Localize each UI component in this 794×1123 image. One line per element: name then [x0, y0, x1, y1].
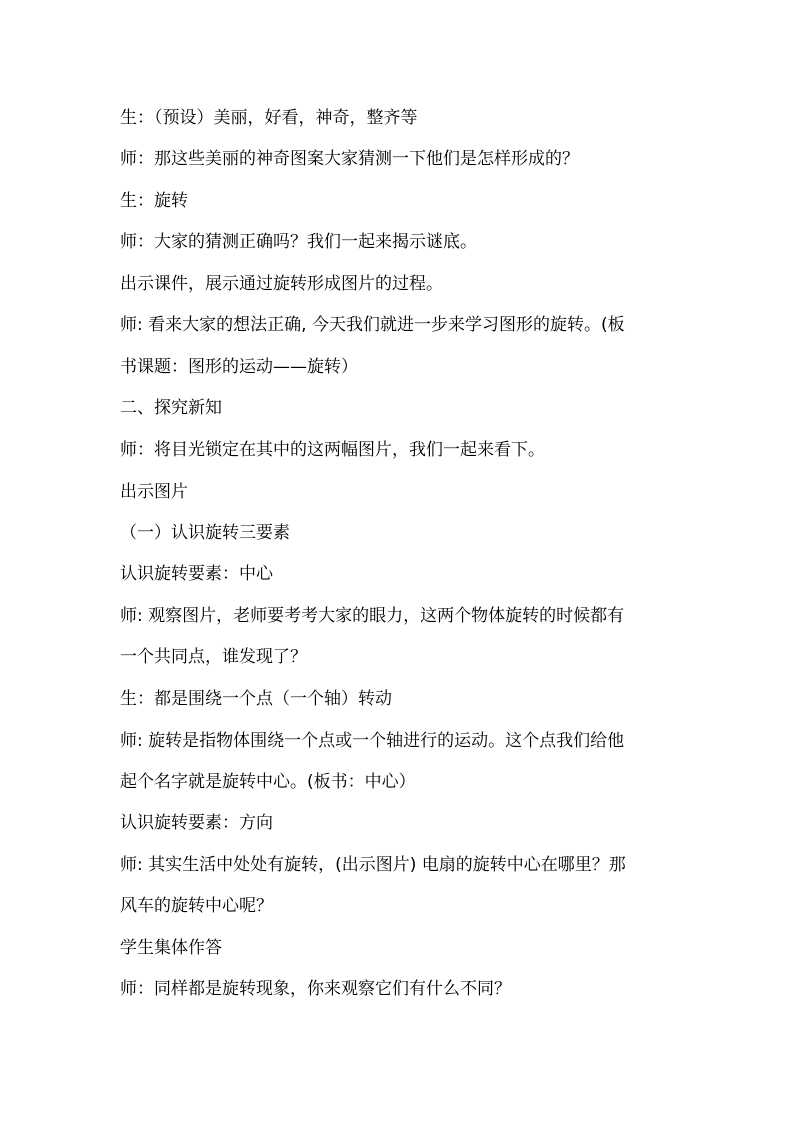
text-line: 师：同样都是旋转现象，你来观察它们有什么不同？ [120, 979, 511, 999]
section-heading: 二、探究新知 [120, 398, 222, 418]
text-line: 认识旋转要素：中心 [120, 564, 273, 584]
text-line: 生：都是围绕一个点（一个轴）转动 [120, 689, 392, 709]
text-line: 认识旋转要素：方向 [120, 813, 273, 833]
subsection-heading: （一）认识旋转三要素 [120, 523, 290, 543]
text-line: 师：大家的猜测正确吗？我们一起来揭示谜底。 [120, 232, 477, 252]
text-line: 学生集体作答 [120, 938, 222, 958]
text-line: 出示课件，展示通过旋转形成图片的过程。 [120, 274, 443, 294]
text-line: 书课题：图形的运动——旋转） [120, 357, 358, 377]
text-line: 出示图片 [120, 482, 188, 502]
text-line: 师: 看来大家的想法正确, 今天我们就进一步来学习图形的旋转。(板 [120, 315, 625, 335]
text-line: 风车的旋转中心呢？ [120, 896, 273, 916]
text-line: 一个共同点，谁发现了？ [120, 647, 307, 667]
text-line: 师: 其实生活中处处有旋转，(出示图片) 电扇的旋转中心在哪里？那 [120, 855, 626, 875]
text-line: 师: 观察图片，老师要考考大家的眼力，这两个物体旋转的时候都有 [120, 606, 625, 626]
text-line: 师：将目光锁定在其中的这两幅图片，我们一起来看下。 [120, 440, 545, 460]
text-line: 师：那这些美丽的神奇图案大家猜测一下他们是怎样形成的？ [120, 149, 579, 169]
text-line: 生：（预设）美丽，好看，神奇，整齐等 [120, 108, 418, 128]
text-line: 师: 旋转是指物体围绕一个点或一个轴进行的运动。这个点我们给他 [120, 731, 625, 751]
text-line: 生：旋转 [120, 191, 188, 211]
text-line: 起个名字就是旋转中心。(板书：中心） [120, 772, 416, 792]
